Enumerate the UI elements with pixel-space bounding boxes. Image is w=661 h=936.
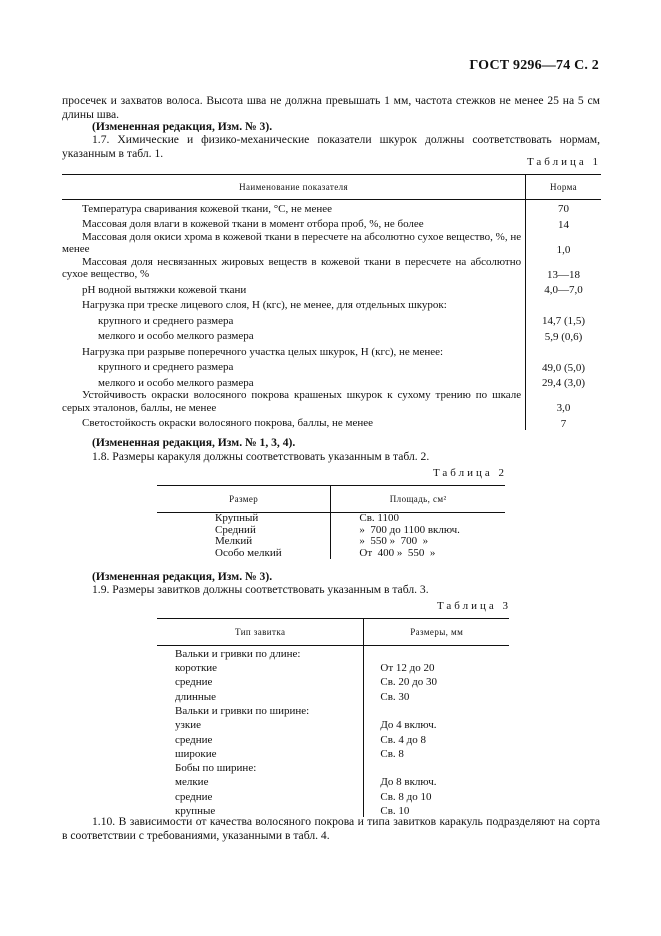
table3-header-size: Размеры, мм: [364, 619, 509, 646]
table3-cell-type: узкие: [175, 719, 201, 732]
table2-cell-size: Средний: [215, 523, 256, 536]
table1-cell-value: 7: [526, 414, 601, 430]
table1-cell-name: крупного и среднего размера: [98, 314, 234, 327]
table2-row: [157, 548, 505, 560]
table3-cell-type: крупные: [175, 805, 216, 818]
table1-caption: Таблица 1: [526, 156, 601, 168]
page-header: ГОСТ 9296—74 С. 2: [469, 58, 599, 73]
table3-caption: Таблица 3: [436, 600, 511, 612]
table1-row: [62, 296, 601, 312]
table1-cell-value: 14,7 (1,5): [526, 312, 601, 328]
table1-cell-value: 4,0—7,0: [526, 281, 601, 297]
table1-row: [62, 414, 601, 430]
table3-cell-size: [364, 703, 509, 717]
table3-row: [157, 731, 509, 745]
table1-cell-name: Массовая доля окиси хрома в кожевой ткани в пересчете на абсолютно сухое вещество, %, не менее: [62, 230, 522, 255]
edit-note-1: (Измененная редакция, Изм. № 3).: [92, 120, 273, 133]
table3-cell-size: Св. 8 до 10: [364, 788, 509, 802]
table3-cell-type: Вальки и гривки по длине:: [175, 647, 301, 660]
table3-row: [157, 746, 509, 760]
table3-row: [157, 760, 509, 774]
table3-cell-type: средние: [175, 676, 213, 689]
table1-row: [62, 200, 601, 216]
table3-cell-type: длинные: [175, 690, 217, 703]
table2-body: [157, 513, 505, 560]
table3-cell-size: От 12 до 20: [364, 660, 509, 674]
table-1: [62, 174, 601, 430]
table3-cell-size: Св. 10: [364, 803, 509, 817]
table1-row: [62, 312, 601, 328]
table1-cell-value: 1,0: [526, 231, 601, 256]
table1-cell-name: Светостойкость окраски волосяного покрова, баллы, не менее: [82, 417, 373, 429]
table1-row: [62, 231, 601, 256]
table2-row: [157, 513, 505, 525]
table1-cell-name: Температура сваривания кожевой ткани, °С, не менее: [82, 202, 333, 215]
table3-cell-size: [364, 646, 509, 660]
table1-row: [62, 215, 601, 231]
intro-paragraph: просечек и захватов волоса. Высота шва не должна превышать 1 мм, частота стежков не менее 25 на 5 см длины шва.: [62, 94, 600, 121]
table1-cell-value: 70: [526, 200, 601, 216]
table1-cell-value: 14: [526, 215, 601, 231]
table1-row: [62, 281, 601, 297]
table3-header-type: Тип завитка: [157, 619, 364, 646]
table1-row: [62, 358, 601, 374]
table3-row: [157, 688, 509, 702]
table2-cell-area: От 400 » 550 »: [331, 548, 505, 560]
table1-body: [62, 200, 601, 430]
table1-row: [62, 374, 601, 390]
table1-cell-value: 5,9 (0,6): [526, 327, 601, 343]
table1-cell-name: мелкого и особо мелкого размера: [98, 330, 254, 342]
table3-cell-size: Св. 8: [364, 746, 509, 760]
table1-row: [62, 327, 601, 343]
table1-cell-value: 13—18: [526, 256, 601, 281]
table3-row: [157, 703, 509, 717]
table3-row: [157, 774, 509, 788]
table1-cell-name: Нагрузка при треске лицевого слоя, Н (кгс), не менее, для отдельных шкурок:: [82, 299, 447, 311]
edit-note-3: (Измененная редакция, Изм. № 3).: [92, 570, 273, 583]
table2-cell-size: Особо мелкий: [215, 546, 282, 559]
table3-cell-type: средние: [175, 733, 213, 746]
table1-cell-value: 49,0 (5,0): [526, 358, 601, 374]
table1-cell-name: Нагрузка при разрыве поперечного участка целых шкурок, Н (кгс), не менее:: [82, 345, 444, 358]
table1-cell-value: [526, 343, 601, 359]
table3-cell-size: До 4 включ.: [364, 717, 509, 731]
table3-cell-type: Бобы по ширине:: [175, 762, 257, 775]
table3-cell-type: мелкие: [175, 776, 209, 789]
table3-body: [157, 646, 509, 818]
table3-cell-size: Св. 30: [364, 688, 509, 702]
table3-cell-type: Вальки и гривки по ширине:: [175, 704, 310, 717]
table2-cell-size: Крупный: [215, 512, 259, 524]
table1-cell-value: 3,0: [526, 389, 601, 414]
table3-row: [157, 646, 509, 660]
table1-row: [62, 389, 601, 414]
edit-note-2: (Измененная редакция, Изм. № 1, 3, 4).: [92, 436, 296, 449]
table2-row: [157, 536, 505, 548]
table3-cell-type: средние: [175, 790, 213, 803]
table1-row: [62, 256, 601, 281]
table2-row: [157, 525, 505, 537]
table1-header-name: Наименование показателя: [62, 175, 526, 200]
paragraph-1-10: 1.10. В зависимости от качества волосяного покрова и типа завитков каракуль подразделяют на сорта в соответствии с требованиями, указанными в табл. 4.: [62, 815, 600, 842]
paragraph-1-7: 1.7. Химические и физико-механические показатели шкурок должны соответствовать нормам, указанным в табл. 1.: [62, 133, 600, 160]
table1-row: [62, 343, 601, 359]
table3-row: [157, 674, 509, 688]
paragraph-1-8: 1.8. Размеры каракуля должны соответствовать указанным в табл. 2.: [92, 450, 430, 463]
table2-header-size: Размер: [157, 486, 331, 513]
table3-row: [157, 660, 509, 674]
table3-row: [157, 788, 509, 802]
table-3: [157, 618, 509, 817]
table-2: [157, 485, 505, 559]
table1-cell-name: pH водной вытяжки кожевой ткани: [82, 283, 247, 296]
table3-cell-size: [364, 760, 509, 774]
table2-cell-size: Мелкий: [215, 535, 253, 547]
table2-caption: Таблица 2: [432, 467, 507, 479]
table1-cell-name: Устойчивость окраски волосяного покрова крашеных шкурок к сухому трению по шкале серых эталонов, баллы, не менее: [62, 389, 522, 414]
table3-cell-size: До 8 включ.: [364, 774, 509, 788]
table2-cell-area: » 700 до 1100 включ.: [331, 525, 505, 537]
table1-cell-name: Массовая доля несвязанных жировых веществ в кожевой ткани в пересчете на абсолютно сухое вещество, %: [62, 255, 522, 280]
table1-cell-name: крупного и среднего размера: [98, 361, 234, 373]
paragraph-1-9: 1.9. Размеры завитков должны соответствовать указанным в табл. 3.: [92, 583, 429, 596]
table3-row: [157, 717, 509, 731]
table1-cell-name: Массовая доля влаги в кожевой ткани в момент отбора проб, %, не более: [82, 218, 424, 230]
table1-cell-value: 29,4 (3,0): [526, 374, 601, 390]
table2-cell-area: Св. 1100: [331, 513, 505, 525]
table3-cell-size: Св. 20 до 30: [364, 674, 509, 688]
table3-cell-size: Св. 4 до 8: [364, 731, 509, 745]
table1-header-value: Норма: [526, 175, 601, 200]
table3-cell-type: короткие: [175, 662, 218, 675]
table1-cell-value: [526, 296, 601, 312]
table3-cell-type: широкие: [175, 747, 217, 760]
table1-cell-name: мелкого и особо мелкого размера: [98, 376, 254, 389]
table2-header-area: Площадь, см²: [331, 486, 505, 513]
table2-cell-area: » 550 » 700 »: [331, 536, 505, 548]
